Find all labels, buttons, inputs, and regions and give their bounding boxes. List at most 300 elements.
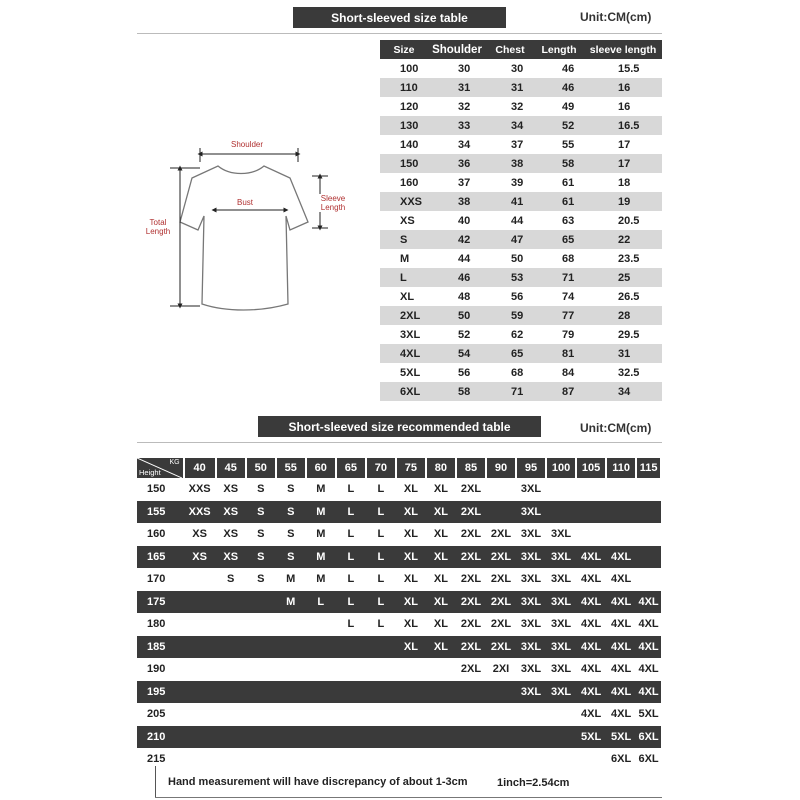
size-table-cell: 31 xyxy=(584,344,662,363)
size-recommendation-cell xyxy=(216,703,246,726)
height-row xyxy=(137,613,661,636)
size-table-cell: 30 xyxy=(486,59,534,78)
size-recommendation-cell: XS xyxy=(216,546,246,569)
size-recommendation-cell xyxy=(184,703,216,726)
size-table-cell: 150 xyxy=(380,154,428,173)
size-recommendation-cell: XXS xyxy=(184,478,216,501)
size-recommendation-cell xyxy=(246,613,276,636)
diagram-label-total-length: Total Length xyxy=(140,218,176,236)
size-recommendation-cell: 2XL xyxy=(486,636,516,659)
size-table xyxy=(380,40,662,401)
size-recommendation-cell xyxy=(336,636,366,659)
height-row-label: 190 xyxy=(137,658,184,681)
size-recommendation-cell: 4XL xyxy=(606,658,636,681)
size-table-cell: 46 xyxy=(428,268,486,287)
size-recommendation-cell: 3XL xyxy=(546,658,576,681)
size-recommendation-cell: L xyxy=(336,546,366,569)
weight-col-header: 105 xyxy=(576,458,606,478)
size-table-cell: 41 xyxy=(486,192,534,211)
size-recommendation-cell: M xyxy=(306,568,336,591)
size-table-cell: 32.5 xyxy=(584,363,662,382)
size-table-row xyxy=(380,59,662,78)
size-recommendation-cell: 4XL xyxy=(606,681,636,704)
size-recommendation-cell: XL xyxy=(396,501,426,524)
size-recommendation-cell xyxy=(576,748,606,771)
size-recommendation-cell xyxy=(276,658,306,681)
size-table-cell: 58 xyxy=(428,382,486,401)
size-recommendation-cell xyxy=(546,501,576,524)
corner-height-label: Height xyxy=(139,468,161,477)
weight-col-header: 65 xyxy=(336,458,366,478)
size-recommendation-cell xyxy=(336,748,366,771)
size-table-cell: 63 xyxy=(534,211,584,230)
size-recommendation-cell xyxy=(306,726,336,749)
size-recommendation-cell: S xyxy=(216,568,246,591)
weight-col-header: 40 xyxy=(184,458,216,478)
size-recommendation-cell: L xyxy=(306,591,336,614)
size-recommendation-cell: XL xyxy=(426,591,456,614)
height-row xyxy=(137,568,661,591)
size-table-cell: 65 xyxy=(534,230,584,249)
size-recommendation-cell: 2XL xyxy=(456,523,486,546)
size-recommendation-cell xyxy=(216,726,246,749)
size-table-cell: 40 xyxy=(428,211,486,230)
size-recommendation-cell: XL xyxy=(396,546,426,569)
size-table-cell: 20.5 xyxy=(584,211,662,230)
size-recommendation-cell xyxy=(306,703,336,726)
height-row-label: 160 xyxy=(137,523,184,546)
size-recommendation-cell: 4XL xyxy=(636,681,661,704)
size-recommendation-cell xyxy=(636,546,661,569)
size-recommendation-cell: 3XL xyxy=(516,636,546,659)
size-table-row xyxy=(380,382,662,401)
size-table-cell: 42 xyxy=(428,230,486,249)
weight-col-header: 85 xyxy=(456,458,486,478)
height-row-label: 195 xyxy=(137,681,184,704)
size-table-cell: 37 xyxy=(428,173,486,192)
size-table-cell: 5XL xyxy=(380,363,428,382)
size-recommendation-cell xyxy=(516,748,546,771)
section-divider xyxy=(137,33,662,34)
size-recommendation-cell: XL xyxy=(396,613,426,636)
size-recommendation-cell xyxy=(426,726,456,749)
size-recommendation-cell: 3XL xyxy=(546,523,576,546)
size-table-cell: 77 xyxy=(534,306,584,325)
size-table-cell: 84 xyxy=(534,363,584,382)
size-recommendation-cell xyxy=(486,478,516,501)
size-recommendation-cell: L xyxy=(366,591,396,614)
size-table-cell: L xyxy=(380,268,428,287)
size-recommendation-cell: M xyxy=(306,546,336,569)
size-recommendation-cell xyxy=(306,613,336,636)
height-row xyxy=(137,726,661,749)
size-recommendation-cell: 3XL xyxy=(516,501,546,524)
size-table-cell: S xyxy=(380,230,428,249)
size-recommendation-cell xyxy=(276,703,306,726)
size-table-row xyxy=(380,249,662,268)
size-recommendation-cell: 2XL xyxy=(486,546,516,569)
diagram-label-shoulder: Shoulder xyxy=(230,140,264,149)
size-recommendation-cell: XS xyxy=(184,546,216,569)
size-recommendation-cell xyxy=(426,658,456,681)
height-row xyxy=(137,703,661,726)
size-table-cell: 38 xyxy=(428,192,486,211)
size-table-cell: 120 xyxy=(380,97,428,116)
size-recommendation-cell: L xyxy=(366,613,396,636)
size-table-cell: 53 xyxy=(486,268,534,287)
size-table-cell: 29.5 xyxy=(584,325,662,344)
size-table-cell: 71 xyxy=(486,382,534,401)
size-recommendation-cell: 2XL xyxy=(456,501,486,524)
size-recommendation-cell xyxy=(456,681,486,704)
size-table-cell: 47 xyxy=(486,230,534,249)
size-recommendation-cell: XS xyxy=(216,478,246,501)
size-table-cell: 17 xyxy=(584,135,662,154)
size-recommendation-cell: M xyxy=(276,591,306,614)
size-recommendation-cell xyxy=(606,478,636,501)
size-recommendation-cell: S xyxy=(246,501,276,524)
size-recommendation-cell xyxy=(636,568,661,591)
size-recommendation-cell xyxy=(246,726,276,749)
size-table-cell: 44 xyxy=(428,249,486,268)
size-recommendation-cell xyxy=(486,681,516,704)
size-table-cell: 49 xyxy=(534,97,584,116)
size-table-cell: 140 xyxy=(380,135,428,154)
size-recommendation-cell: 4XL xyxy=(636,613,661,636)
size-recommendation-cell: 3XL xyxy=(516,523,546,546)
size-recommendation-cell xyxy=(486,748,516,771)
size-table-cell: 46 xyxy=(534,59,584,78)
size-recommendation-cell: 4XL xyxy=(576,568,606,591)
size-recommendation-cell: 4XL xyxy=(606,591,636,614)
size-recommendation-cell: L xyxy=(336,523,366,546)
size-table-cell: 16 xyxy=(584,78,662,97)
size-table-cell: 55 xyxy=(534,135,584,154)
size-recommendation-cell: XXS xyxy=(184,501,216,524)
size-table-cell: 59 xyxy=(486,306,534,325)
weight-col-header: 55 xyxy=(276,458,306,478)
size-recommendation-cell xyxy=(336,681,366,704)
weight-col-header: 100 xyxy=(546,458,576,478)
recommended-table-header xyxy=(137,458,661,478)
size-table-cell: 44 xyxy=(486,211,534,230)
weight-col-header: 50 xyxy=(246,458,276,478)
size-table-row xyxy=(380,230,662,249)
size-recommendation-cell xyxy=(486,501,516,524)
size-table-cell: 18 xyxy=(584,173,662,192)
size-table-cell: 3XL xyxy=(380,325,428,344)
size-recommendation-cell xyxy=(246,703,276,726)
size-recommendation-cell: S xyxy=(276,501,306,524)
size-table-row xyxy=(380,97,662,116)
size-recommendation-cell: S xyxy=(276,523,306,546)
size-recommendation-cell xyxy=(276,613,306,636)
size-recommendation-cell xyxy=(216,748,246,771)
size-recommendation-cell: 6XL xyxy=(636,748,661,771)
size-recommendation-cell xyxy=(456,726,486,749)
size-table-cell: 50 xyxy=(428,306,486,325)
size-recommendation-cell: 4XL xyxy=(576,591,606,614)
size-recommendation-cell xyxy=(246,636,276,659)
size-table-cell: 32 xyxy=(486,97,534,116)
size-recommendation-cell xyxy=(486,703,516,726)
size-table-cell: 68 xyxy=(486,363,534,382)
size-recommendation-cell: XL xyxy=(426,613,456,636)
size-recommendation-cell xyxy=(426,681,456,704)
size-recommendation-cell: 3XL xyxy=(516,546,546,569)
size-recommendation-cell xyxy=(546,726,576,749)
size-recommendation-cell: 4XL xyxy=(636,591,661,614)
corner-cell xyxy=(137,458,184,478)
size-recommendation-cell: 4XL xyxy=(576,613,606,636)
size-recommendation-cell: 5XL xyxy=(576,726,606,749)
weight-col-header: 115 xyxy=(636,458,661,478)
size-table-row xyxy=(380,306,662,325)
size-table-cell: 16.5 xyxy=(584,116,662,135)
size-recommendation-cell: 2XL xyxy=(456,568,486,591)
size-recommendation-cell: 5XL xyxy=(636,703,661,726)
size-table-col-header: sleeve length xyxy=(584,40,662,59)
height-row xyxy=(137,681,661,704)
size-recommendation-cell xyxy=(486,726,516,749)
height-row-label: 170 xyxy=(137,568,184,591)
size-table-col-header: Size xyxy=(380,40,428,59)
size-recommendation-cell: 2XL xyxy=(486,523,516,546)
size-recommendation-cell: 4XL xyxy=(636,658,661,681)
size-recommendation-cell: 2XI xyxy=(486,658,516,681)
size-recommendation-cell: M xyxy=(306,523,336,546)
size-recommendation-cell xyxy=(306,748,336,771)
size-table-cell: 61 xyxy=(534,192,584,211)
size-table-cell: 4XL xyxy=(380,344,428,363)
size-recommendation-cell: 3XL xyxy=(516,478,546,501)
size-recommendation-cell: 4XL xyxy=(576,636,606,659)
height-row-label: 210 xyxy=(137,726,184,749)
size-recommendation-cell xyxy=(184,568,216,591)
size-recommendation-cell: S xyxy=(246,546,276,569)
size-table-cell: 56 xyxy=(428,363,486,382)
size-table-cell: 79 xyxy=(534,325,584,344)
size-recommendation-cell xyxy=(576,478,606,501)
size-recommendation-cell xyxy=(546,703,576,726)
size-recommendation-cell: M xyxy=(306,478,336,501)
height-row-label: 205 xyxy=(137,703,184,726)
size-table-row xyxy=(380,116,662,135)
size-recommendation-cell: 2XL xyxy=(486,591,516,614)
size-table-cell: 26.5 xyxy=(584,287,662,306)
size-recommendation-cell: 3XL xyxy=(516,658,546,681)
size-table-unit: Unit:CM(cm) xyxy=(580,10,652,24)
size-table-cell: 100 xyxy=(380,59,428,78)
size-table-cell: 22 xyxy=(584,230,662,249)
size-recommendation-cell: L xyxy=(366,523,396,546)
size-recommendation-cell xyxy=(336,726,366,749)
size-recommendation-cell xyxy=(606,501,636,524)
size-table-cell: XXS xyxy=(380,192,428,211)
size-recommendation-cell: 4XL xyxy=(576,703,606,726)
footnote-inch-conversion: 1inch=2.54cm xyxy=(497,777,570,789)
size-recommendation-cell xyxy=(396,726,426,749)
size-recommendation-cell: L xyxy=(336,591,366,614)
size-recommendation-cell: L xyxy=(336,478,366,501)
size-recommendation-cell xyxy=(184,636,216,659)
size-recommendation-cell: XL xyxy=(426,501,456,524)
size-recommendation-cell xyxy=(216,658,246,681)
height-row xyxy=(137,591,661,614)
size-recommendation-cell xyxy=(306,681,336,704)
size-recommendation-cell xyxy=(396,681,426,704)
size-recommendation-cell: S xyxy=(246,523,276,546)
size-recommendation-cell xyxy=(396,748,426,771)
size-table-cell: 37 xyxy=(486,135,534,154)
height-row-label: 180 xyxy=(137,613,184,636)
size-table-cell: 130 xyxy=(380,116,428,135)
size-recommendation-cell: S xyxy=(276,478,306,501)
size-recommendation-cell xyxy=(336,658,366,681)
height-row-label: 175 xyxy=(137,591,184,614)
size-table-cell: 16 xyxy=(584,97,662,116)
size-recommendation-cell xyxy=(216,591,246,614)
height-row-label: 215 xyxy=(137,748,184,771)
size-recommendation-cell xyxy=(516,703,546,726)
size-table-cell: 17 xyxy=(584,154,662,173)
size-recommendation-cell: L xyxy=(336,501,366,524)
size-recommendation-cell: L xyxy=(366,568,396,591)
size-recommendation-cell: 4XL xyxy=(606,546,636,569)
size-recommendation-cell: 3XL xyxy=(516,613,546,636)
size-recommendation-cell: L xyxy=(336,613,366,636)
size-table-cell: 34 xyxy=(584,382,662,401)
size-table-row xyxy=(380,173,662,192)
size-table-cell: 33 xyxy=(428,116,486,135)
size-recommendation-cell: 4XL xyxy=(606,636,636,659)
section-divider-2 xyxy=(137,442,662,443)
size-table-title: Short-sleeved size table xyxy=(293,7,506,28)
size-table-row xyxy=(380,192,662,211)
size-table-cell: 74 xyxy=(534,287,584,306)
size-recommendation-cell xyxy=(184,726,216,749)
size-recommendation-cell: 3XL xyxy=(546,636,576,659)
size-recommendation-cell xyxy=(366,681,396,704)
size-recommendation-cell: 3XL xyxy=(546,681,576,704)
size-recommendation-cell xyxy=(576,523,606,546)
size-table-row xyxy=(380,344,662,363)
size-recommendation-cell: XL xyxy=(426,636,456,659)
size-recommendation-cell: 5XL xyxy=(606,726,636,749)
size-table-cell: 25 xyxy=(584,268,662,287)
height-row-label: 165 xyxy=(137,546,184,569)
diagram-label-bust: Bust xyxy=(236,198,253,207)
size-recommendation-cell xyxy=(366,703,396,726)
size-table-row xyxy=(380,154,662,173)
size-table-col-header: Length xyxy=(534,40,584,59)
size-table-cell: 23.5 xyxy=(584,249,662,268)
size-recommendation-cell xyxy=(246,681,276,704)
size-recommendation-cell xyxy=(246,591,276,614)
size-table-cell: 34 xyxy=(486,116,534,135)
height-row xyxy=(137,501,661,524)
size-recommendation-cell xyxy=(184,613,216,636)
size-recommendation-cell: 2XL xyxy=(456,636,486,659)
height-row xyxy=(137,636,661,659)
size-recommendation-cell: XS xyxy=(184,523,216,546)
recommended-table-body xyxy=(137,478,661,771)
size-table-cell: 31 xyxy=(486,78,534,97)
size-recommendation-cell xyxy=(606,523,636,546)
size-recommendation-cell: 3XL xyxy=(546,546,576,569)
size-table-cell: 34 xyxy=(428,135,486,154)
size-recommendation-cell: 3XL xyxy=(546,613,576,636)
size-table-cell: 36 xyxy=(428,154,486,173)
size-table-row xyxy=(380,78,662,97)
size-table-cell: 71 xyxy=(534,268,584,287)
weight-col-header: 95 xyxy=(516,458,546,478)
size-recommendation-cell: XL xyxy=(396,478,426,501)
size-table-cell: M xyxy=(380,249,428,268)
size-table-cell: 46 xyxy=(534,78,584,97)
weight-col-header: 70 xyxy=(366,458,396,478)
size-table-cell: XL xyxy=(380,287,428,306)
size-recommendation-cell xyxy=(546,748,576,771)
size-recommendation-cell xyxy=(396,658,426,681)
size-table-row xyxy=(380,268,662,287)
corner-kg-label: KG xyxy=(169,459,180,466)
weight-col-header: 80 xyxy=(426,458,456,478)
size-recommendation-cell: 6XL xyxy=(636,726,661,749)
size-recommendation-cell: S xyxy=(246,478,276,501)
size-table-cell: 15.5 xyxy=(584,59,662,78)
size-recommendation-cell: 2XL xyxy=(486,568,516,591)
size-table-body xyxy=(380,59,662,401)
size-recommendation-cell: 2XL xyxy=(456,546,486,569)
size-recommendation-cell xyxy=(426,748,456,771)
size-recommendation-cell: L xyxy=(366,546,396,569)
size-recommendation-cell: S xyxy=(246,568,276,591)
size-table-cell: 2XL xyxy=(380,306,428,325)
height-row xyxy=(137,478,661,501)
size-table-cell: 160 xyxy=(380,173,428,192)
size-recommendation-cell: 2XL xyxy=(456,658,486,681)
size-table-cell: 52 xyxy=(534,116,584,135)
size-recommendation-cell xyxy=(184,681,216,704)
tshirt-diagram xyxy=(140,118,346,323)
size-recommendation-cell: XL xyxy=(426,478,456,501)
size-recommendation-cell: XL xyxy=(396,636,426,659)
size-recommendation-cell: L xyxy=(336,568,366,591)
size-recommendation-cell: 4XL xyxy=(576,681,606,704)
size-table-col-header: Chest xyxy=(486,40,534,59)
size-table-cell: 52 xyxy=(428,325,486,344)
size-recommendation-cell: 4XL xyxy=(636,636,661,659)
size-table-cell: 58 xyxy=(534,154,584,173)
size-table-cell: 65 xyxy=(486,344,534,363)
size-recommendation-cell xyxy=(306,658,336,681)
size-recommendation-cell: 3XL xyxy=(516,681,546,704)
size-recommendation-cell: 4XL xyxy=(606,568,636,591)
size-recommendation-cell xyxy=(396,703,426,726)
height-row xyxy=(137,546,661,569)
size-recommendation-cell: XL xyxy=(396,591,426,614)
size-table-cell: 50 xyxy=(486,249,534,268)
size-recommendation-cell xyxy=(366,726,396,749)
size-recommendation-cell: XS xyxy=(216,523,246,546)
size-table-cell: 48 xyxy=(428,287,486,306)
size-recommendation-cell xyxy=(456,703,486,726)
size-recommendation-cell: M xyxy=(276,568,306,591)
size-table-cell: 110 xyxy=(380,78,428,97)
size-recommendation-cell xyxy=(516,726,546,749)
size-recommendation-cell: XL xyxy=(396,568,426,591)
